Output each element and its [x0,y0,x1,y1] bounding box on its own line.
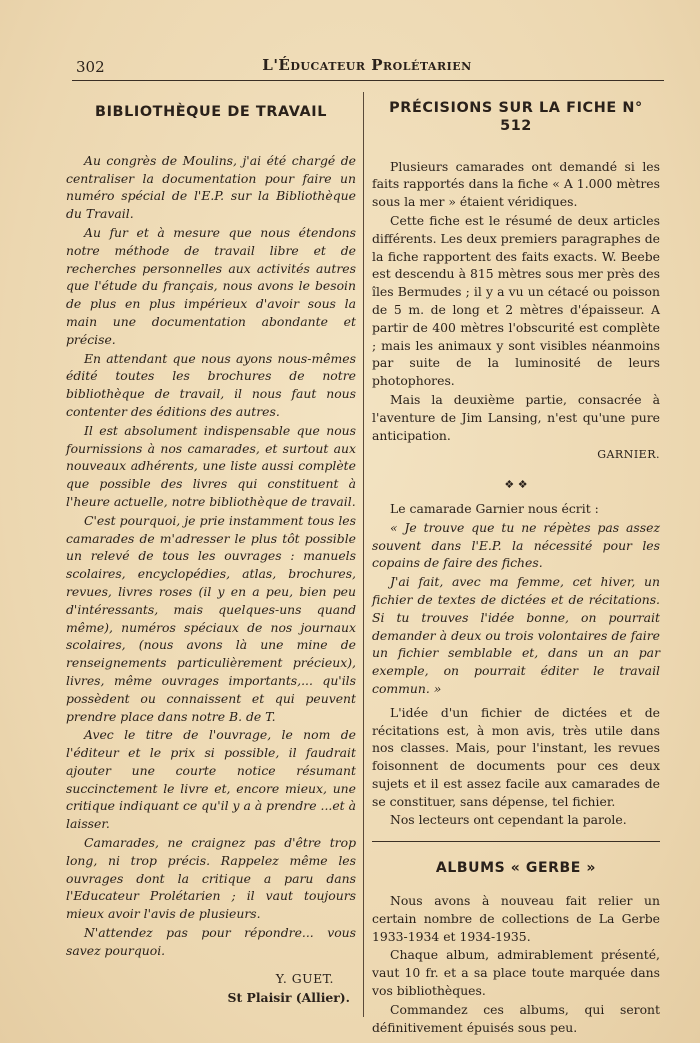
paragraph: Au congrès de Moulins, j'ai été chargé de centraliser la documentation pour faire un numéro spécial de l'E.P. sur la Bibliothèque du Travail. [66,152,356,222]
signature-name: Y. GUET. [275,970,334,986]
signature-place: St Plaisir (Allier). [227,990,350,1006]
paragraph: Commandez ces albums, qui seront définitivement épuisés sous peu. [372,1001,660,1035]
paragraph: Cette fiche est le résumé de deux articles différents. Les deux premiers paragraphes de la fiche rapportent des faits exacts. W. Beebe est descendu à 815 mètres sous mer près des îles Bermudes ; il y a vu un cétacé ou poisson de 5 m. de long et 2 mètres d'épaisseur. A partir de 400 mètres l'obscurité est complète ; mais les animaux y sont visibles néanmoins par suite de la luminosité de leurs photophores. [372,212,660,389]
page-number: 302 [76,58,105,76]
paragraph: Nous avons à nouveau fait relier un certain nombre de collections de La Gerbe 1933-1934 et 1934-1935. [372,893,660,944]
paragraph: N'attendez pas pour répondre... vous savez pourquoi. [66,925,356,958]
left-column [66,104,356,1007]
paragraph: J'ai fait, avec ma femme, cet hiver, un fichier de textes de dictées et de récitations. Si tu trouves l'idée bonne, on pourrait demander à deux ou trois volontaires de faire un fichier semblable et, dans un an par exemple, on pourrait éditer le travail commun. » [372,574,660,696]
paragraph: Plusieurs camarades ont demandé si les faits rapportés dans la fiche « A 1.000 mètres sous la mer » étaient véridiques. [372,158,660,210]
paragraph: Chaque album, admirablement présenté, vaut 10 fr. et a sa place toute marquée dans vos bibliothèques. [372,947,660,999]
letter-quote [372,519,660,698]
article-title-albums: ALBUMS « GERBE » [435,860,597,877]
letter-intro: Le camarade Garnier nous écrit : [390,500,599,516]
page-header [72,56,662,78]
paragraph: Au fur et à mesure que nous étendons notre méthode de travail libre et de recherches personnelles aux activités autres que l'étude du français, nous avons le besoin de plus en plus impérieux d'avoir sous la main une documentation abondante et précise. [66,224,356,347]
header-rule [72,80,664,81]
column-divider [363,92,364,1017]
paragraph: Avec le titre de l'ouvrage, le nom de l'éditeur et le prix si possible, il faudrait ajouter une courte notice résumant succinctement le livre et, encore mieux, une critique indiquant ce qu'il y a à prendre ...et à laisser. [66,727,356,832]
paragraph: C'est pourquoi, je prie instamment tous les camarades de m'adresser le plus tôt possible un relevé de tous les ouvrages : manuels scolaires, encyclopédies, atlas, brochures, revues, livres roses (il y en a peu, bien peu d'intéressants, mais quelques-uns quand même), numéros spéciaux de nos journaux scolaires, (nous avons là une mine de renseignements particulièrement précieux), livres, même ouvrages importants,... qu'ils possèdent ou connaissent et qui peuvent prendre place dans notre B. de T. [66,512,356,724]
separator-ornament: ❖ ❖ [504,478,528,492]
signature-garnier: GARNIER. [597,448,660,462]
paragraph: Camarades, ne craignez pas d'être trop long, ni trop précis. Rappelez même les ouvrages dont la critique a paru dans l'Educateur Prolétarien ; il vaut toujours mieux avoir l'avis de plusieurs. [66,835,356,922]
section-rule [372,841,660,842]
article-body-bibliotheque [66,152,356,960]
article-title-bibliotheque: BIBLIOTHÈQUE DE TRAVAIL [95,104,327,120]
article-title-precisions: PRÉCISIONS SUR LA FICHE N° 512 [389,100,643,134]
paragraph: Mais la deuxième partie, consacrée à l'aventure de Jim Lansing, n'est qu'une pure anticipation. [372,391,660,443]
paragraph: Nos lecteurs ont cependant la parole. [390,812,627,828]
paragraph: Il est absolument indispensable que nous fournissions à nos camarades, et surtout aux nouveaux adhérents, une liste aussi complète que possible des livres qui constituent à l'heure actuelle, notre bibliothèque de travail. [66,422,356,509]
paragraph: En attendant que nous ayons nous-mêmes édité toutes les brochures de notre bibliothèque de travail, il nous faut nous contenter des éditions des autres. [66,350,356,419]
paragraph: « Je trouve que tu ne répètes pas assez souvent dans l'E.P. la nécessité pour les copains de faire des fiches. [372,519,660,571]
running-title: L'Éducateur Prolétarien [262,56,472,74]
right-column [372,100,660,1037]
paragraph: L'idée d'un fichier de dictées et de récitations est, à mon avis, très utile dans nos classes. Mais, pour l'instant, les revues foisonnent de documents pour ces deux sujets et il est assez facile aux camarades de se constituer, sans dépense, tel fichier. [372,704,660,809]
